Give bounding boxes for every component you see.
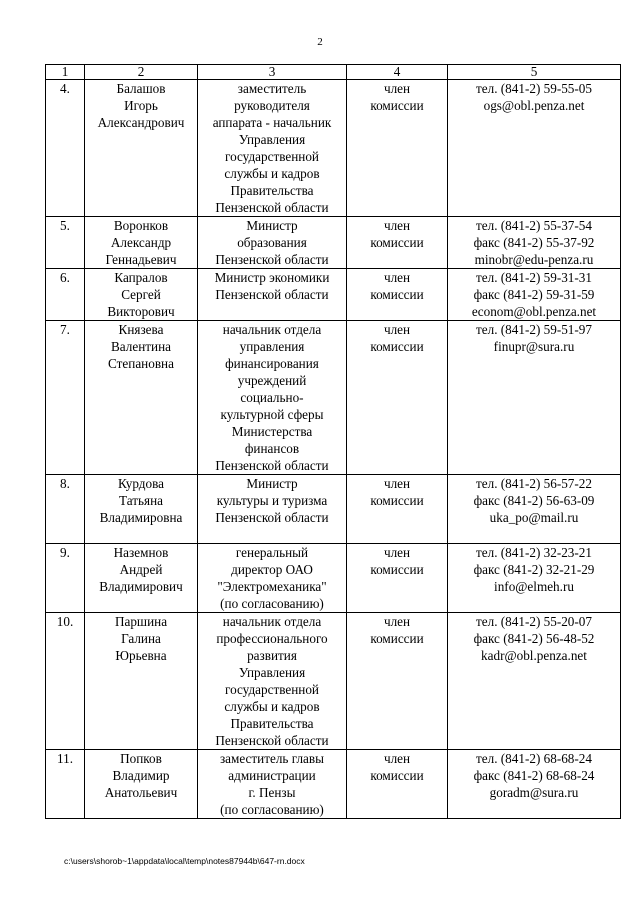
- table-row: [46, 613, 621, 750]
- table-row: [46, 750, 621, 819]
- table-row: [46, 544, 621, 613]
- row-number: 11.: [46, 750, 85, 819]
- table-row: [46, 217, 621, 269]
- member-name: Балашов Игорь Александрович: [85, 80, 198, 217]
- column-header: 5: [448, 65, 621, 80]
- commission-table: [45, 64, 621, 819]
- member-role: член комиссии: [347, 321, 448, 475]
- member-role: член комиссии: [347, 544, 448, 613]
- member-position: Министр экономики Пензенской области: [198, 269, 347, 321]
- row-number: 4.: [46, 80, 85, 217]
- footer-file-path: c:\users\shorob~1\appdata\local\temp\notes87944b\647-rn.docx: [64, 856, 305, 866]
- member-role: член комиссии: [347, 217, 448, 269]
- member-contact: тел. (841-2) 55-20-07 факс (841-2) 56-48-52 kadr@obl.penza.net: [448, 613, 621, 750]
- table-row: [46, 80, 621, 217]
- member-position: Министр культуры и туризма Пензенской области: [198, 475, 347, 544]
- member-name: Наземнов Андрей Владимирович: [85, 544, 198, 613]
- member-position: генеральный директор ОАО "Электромеханика" (по согласованию): [198, 544, 347, 613]
- member-position: начальник отдела профессионального развития Управления государственной службы и кадров Правительства Пензенской области: [198, 613, 347, 750]
- table-row: [46, 321, 621, 475]
- member-name: Курдова Татьяна Владимировна: [85, 475, 198, 544]
- member-name: Попков Владимир Анатольевич: [85, 750, 198, 819]
- member-position: Министр образования Пензенской области: [198, 217, 347, 269]
- row-number: 5.: [46, 217, 85, 269]
- table-row: [46, 269, 621, 321]
- member-contact: тел. (841-2) 55-37-54 факс (841-2) 55-37-92 minobr@edu-penza.ru: [448, 217, 621, 269]
- member-position: начальник отдела управления финансирования учреждений социально- культурной сферы Министерства финансов Пензенской области: [198, 321, 347, 475]
- member-name: Паршина Галина Юрьевна: [85, 613, 198, 750]
- member-role: член комиссии: [347, 475, 448, 544]
- member-name: Капралов Сергей Викторович: [85, 269, 198, 321]
- member-contact: тел. (841-2) 59-51-97 finupr@sura.ru: [448, 321, 621, 475]
- page-number: 2: [317, 36, 323, 48]
- member-contact: тел. (841-2) 59-55-05 ogs@obl.penza.net: [448, 80, 621, 217]
- row-number: 6.: [46, 269, 85, 321]
- column-header: 2: [85, 65, 198, 80]
- member-role: член комиссии: [347, 269, 448, 321]
- member-contact: тел. (841-2) 32-23-21 факс (841-2) 32-21-29 info@elmeh.ru: [448, 544, 621, 613]
- member-name: Князева Валентина Степановна: [85, 321, 198, 475]
- column-header: 4: [347, 65, 448, 80]
- member-contact: тел. (841-2) 56-57-22 факс (841-2) 56-63-09 uka_po@mail.ru: [448, 475, 621, 544]
- member-name: Воронков Александр Геннадьевич: [85, 217, 198, 269]
- row-number: 8.: [46, 475, 85, 544]
- member-contact: тел. (841-2) 59-31-31 факс (841-2) 59-31-59 econom@obl.penza.net: [448, 269, 621, 321]
- member-position: заместитель главы администрации г. Пензы (по согласованию): [198, 750, 347, 819]
- column-header: 1: [46, 65, 85, 80]
- header-row: [46, 65, 621, 80]
- member-role: член комиссии: [347, 750, 448, 819]
- member-position: заместитель руководителя аппарата - начальник Управления государственной службы и кадров Правительства Пензенской области: [198, 80, 347, 217]
- column-header: 3: [198, 65, 347, 80]
- member-role: член комиссии: [347, 613, 448, 750]
- table-row: [46, 475, 621, 544]
- row-number: 7.: [46, 321, 85, 475]
- row-number: 9.: [46, 544, 85, 613]
- row-number: 10.: [46, 613, 85, 750]
- member-contact: тел. (841-2) 68-68-24 факс (841-2) 68-68-24 goradm@sura.ru: [448, 750, 621, 819]
- member-role: член комиссии: [347, 80, 448, 217]
